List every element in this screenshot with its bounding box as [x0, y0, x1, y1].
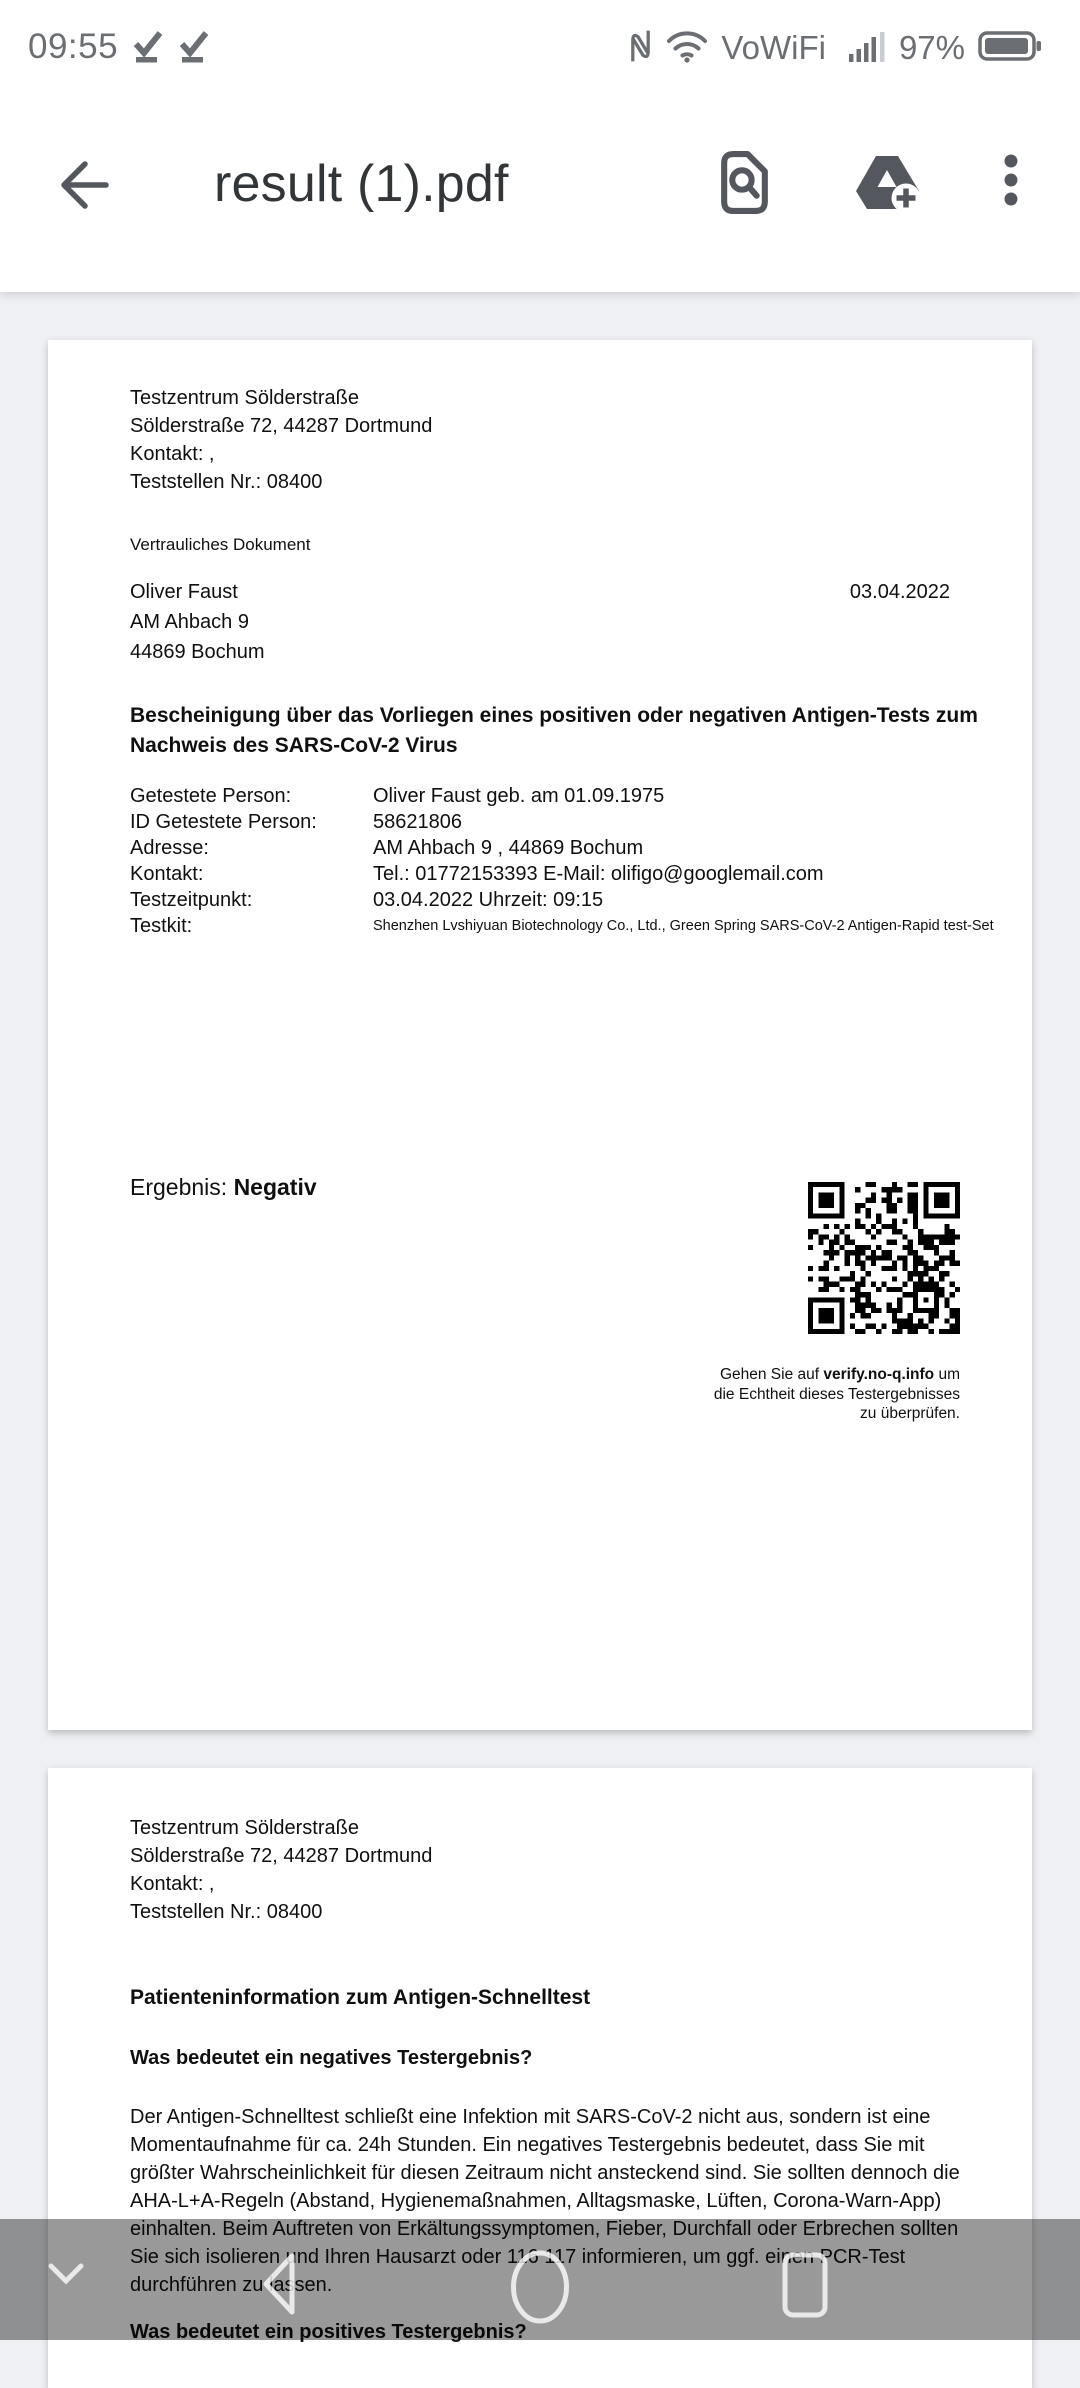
- three-dot-menu-icon: [1001, 203, 1021, 220]
- sender-line: Teststellen Nr.: 08400: [130, 471, 323, 493]
- sender-address-block: [130, 384, 432, 496]
- top-chrome: [0, 0, 1080, 292]
- add-to-drive-button[interactable]: [855, 154, 921, 217]
- nav-home-button[interactable]: [508, 2248, 572, 2331]
- back-triangle-icon: [256, 2305, 300, 2322]
- negative-result-paragraph: Der Antigen-Schnelltest schließt eine Infektion mit SARS-CoV-2 nicht aus, sondern ist eine Momentaufnahme für ca. 24h Stunden. Ein negatives Testergebnis bedeutet, dass Sie mit größter Wahrscheinlichkeit für diesen Zeitraum nicht ansteckend sind. Sie sollten dennoch die AHA-L+A-Regeln (Abstand, Hygienemaßnahmen, Alltagsmaske, Lüften, Corona-Warn-App) einhalten. Beim Auftreten von Erkältungssymptomen, Fieber, Durchfall oder Erbrechen sollten Sie sich isolieren und Ihren Hausarzt oder 116 117 informieren, um ggf. einen PCR-Test durchführen zu lassen.: [130, 2106, 960, 2296]
- detail-row: [130, 913, 994, 939]
- hide-navbar-button[interactable]: [46, 2262, 86, 2291]
- detail-row: [130, 835, 994, 861]
- detail-row: [130, 887, 994, 913]
- recipient-line: AM Ahbach 9: [130, 611, 249, 633]
- recipient-line: Oliver Faust: [130, 581, 238, 603]
- pdf-page-1[interactable]: [48, 340, 1032, 1730]
- confidential-label: Vertrauliches Dokument: [130, 535, 311, 554]
- document-title: result (1).pdf: [214, 155, 509, 213]
- detail-row: [130, 861, 994, 887]
- find-in-document-button[interactable]: [721, 151, 768, 219]
- detail-row: [130, 809, 994, 835]
- sender-line: Sölderstraße 72, 44287 Dortmund: [130, 415, 433, 437]
- detail-label: Kontakt:: [130, 863, 204, 885]
- battery-percent-label: 97%: [898, 29, 965, 66]
- nfc-icon: [628, 28, 653, 69]
- detail-label: Testkit:: [130, 915, 193, 937]
- detail-label: Getestete Person:: [130, 785, 292, 807]
- wifi-icon: [666, 29, 708, 68]
- detail-value: 03.04.2022 Uhrzeit: 09:15: [373, 889, 604, 911]
- google-drive-plus-icon: [855, 199, 921, 216]
- sender-line: Kontakt: ,: [130, 443, 215, 465]
- patient-info-heading: Patienteninformation zum Antigen-Schnelltest: [130, 1986, 591, 2009]
- navigation-bar-overlay: [0, 2219, 1080, 2340]
- test-result-line: [130, 1172, 317, 1202]
- status-bar-right: [628, 26, 1042, 70]
- sender-line: Testzentrum Sölderstraße: [130, 1817, 359, 1839]
- home-circle-icon: [508, 2313, 572, 2330]
- detail-label: Testzeitpunkt:: [130, 889, 253, 911]
- negative-result-question-heading: Was bedeutet ein negatives Testergebnis?: [130, 2047, 533, 2069]
- overflow-menu-button[interactable]: [1001, 152, 1021, 221]
- status-bar-left: [28, 26, 210, 68]
- recipient-address-block: [130, 577, 265, 667]
- signal-strength-icon: [849, 30, 886, 67]
- result-value: Negativ: [233, 1174, 317, 1200]
- detail-row: [130, 783, 994, 809]
- recents-square-icon: [779, 2307, 831, 2324]
- status-time: 09:55: [28, 27, 119, 66]
- notification-check-underline-icon: [178, 26, 210, 68]
- sender-line: Teststellen Nr.: 08400: [130, 1901, 323, 1923]
- certificate-heading: Bescheinigung über das Vorliegen eines positiven oder negativen Antigen-Tests zum Nachweis des SARS-CoV-2 Virus: [130, 704, 978, 757]
- detail-value: Shenzhen Lvshiyuan Biotechnology Co., Ltd., Green Spring SARS-CoV-2 Antigen-Rapid test-Set: [373, 918, 994, 934]
- detail-value: Tel.: 01772153393 E-Mail: olifigo@googlemail.com: [373, 863, 824, 885]
- document-date: 03.04.2022: [849, 581, 950, 603]
- nav-recents-button[interactable]: [779, 2250, 831, 2325]
- qr-verification-caption: Gehen Sie auf verify.no-q.info um die Echtheit dieses Testergebnisses zu überprüfen.: [713, 1366, 960, 1422]
- detail-value: Oliver Faust geb. am 01.09.1975: [373, 785, 665, 807]
- sender-line: Sölderstraße 72, 44287 Dortmund: [130, 1845, 433, 1867]
- qr-code: [808, 1182, 960, 1334]
- verify-url: verify.no-q.info: [823, 1366, 935, 1383]
- sender-line: Kontakt: ,: [130, 1873, 215, 1895]
- sender-line: Testzentrum Sölderstraße: [130, 387, 359, 409]
- back-button[interactable]: [58, 158, 112, 217]
- detail-value: 58621806: [373, 811, 462, 833]
- network-type-label: VoWiFi: [721, 29, 826, 66]
- detail-value: AM Ahbach 9 , 44869 Bochum: [373, 837, 644, 859]
- recipient-line: 44869 Bochum: [130, 641, 265, 663]
- chevron-down-icon: [46, 2273, 86, 2290]
- detail-label: ID Getestete Person:: [130, 811, 317, 833]
- result-label: Ergebnis:: [130, 1174, 228, 1200]
- test-details-table: [130, 783, 994, 939]
- battery-icon: [978, 31, 1042, 66]
- notification-check-underline-icon: [132, 26, 164, 68]
- sender-address-block: [130, 1814, 432, 1926]
- find-in-page-icon: [721, 201, 768, 218]
- detail-label: Adresse:: [130, 837, 209, 859]
- positive-result-question-heading: Was bedeutet ein positives Testergebnis?: [130, 2321, 527, 2343]
- nav-back-button[interactable]: [256, 2250, 300, 2323]
